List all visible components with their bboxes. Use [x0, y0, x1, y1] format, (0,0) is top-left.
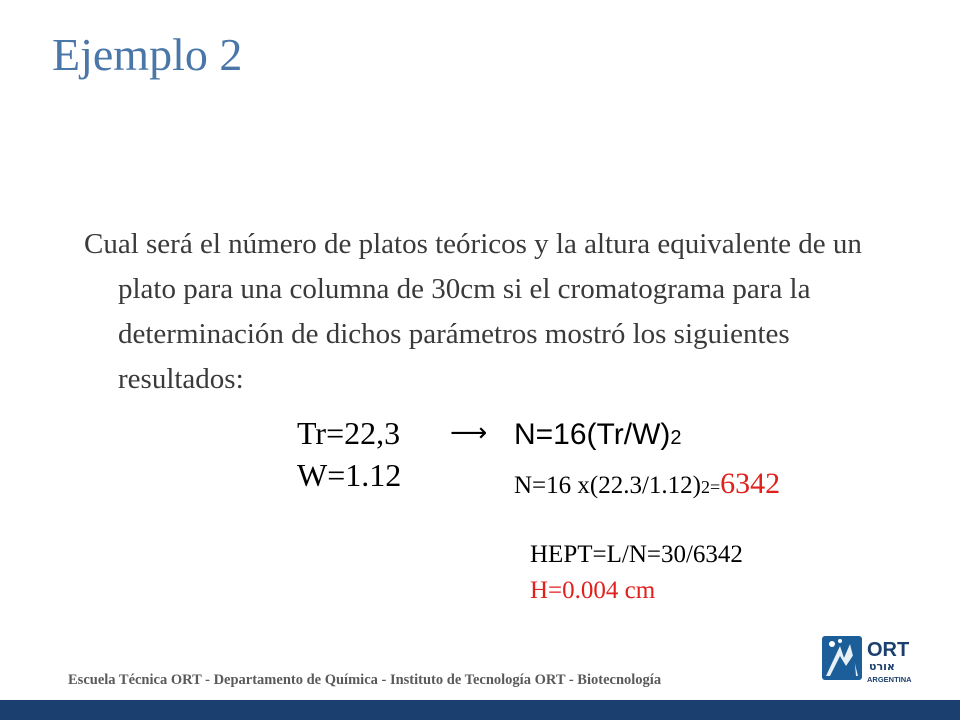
logo-hebrew: אורט	[869, 660, 895, 673]
n-result: 6342	[720, 467, 781, 500]
n-calculation	[514, 467, 780, 501]
h-result: H=0.004 cm	[530, 577, 656, 604]
given-values	[297, 412, 401, 496]
logo-emblem-icon	[822, 636, 862, 680]
tr-value: Tr=22,3	[297, 415, 401, 451]
question-text: Cual será el número de platos teóricos y la altura equivalente de un plato para una columna de 30cm si el cromatograma para la determinación de dichos parámetros mostró los siguientes resultados:	[84, 228, 862, 395]
slide-title: Ejemplo 2	[52, 29, 243, 80]
n-formula-exponent: 2	[670, 427, 682, 449]
w-value: W=1.12	[297, 457, 402, 493]
footer-bar	[0, 700, 960, 720]
right-arrow-icon: ⟶	[450, 418, 488, 448]
logo-text: ORT	[867, 639, 910, 661]
n-formula-text: N=16(Tr/W)	[514, 418, 671, 451]
hept-formula: HEPT=L/N=30/6342	[530, 541, 743, 568]
logo-subtitle: ARGENTINA	[867, 675, 912, 684]
n-formula	[514, 418, 682, 452]
n-calc-text: N=16 x(22.3/1.12)	[514, 472, 701, 499]
ort-logo	[820, 632, 930, 688]
n-calc-exponent: 2=	[701, 477, 721, 497]
footer-text: Escuela Técnica ORT - Departamento de Química - Instituto de Tecnología ORT - Biotecnología	[68, 672, 662, 688]
hept-block	[530, 537, 743, 609]
